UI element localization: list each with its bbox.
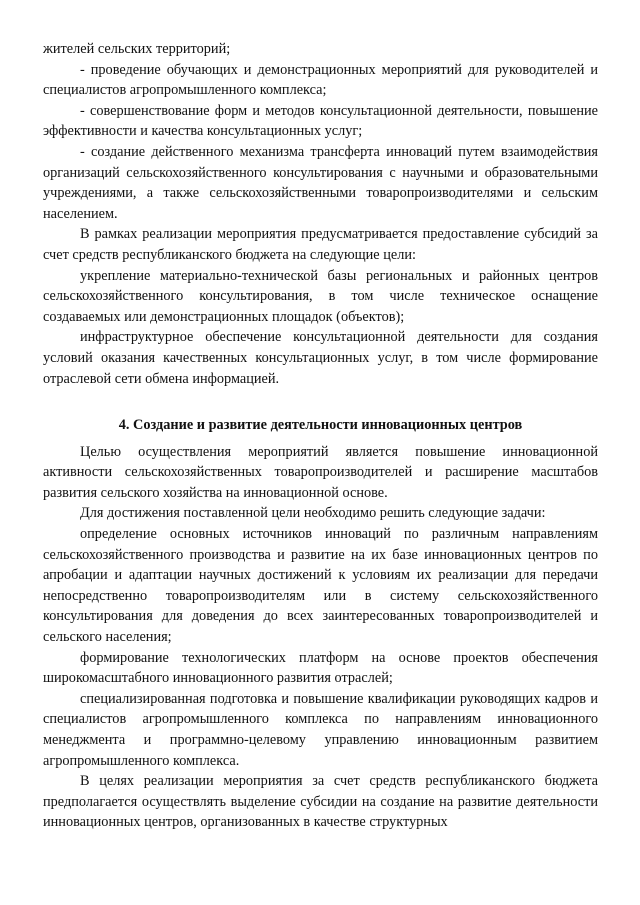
list-item-training-events: - проведение обучающих и демонстрационных мероприятий для руководителей и специалистов агропромышленного комплекса; [43,61,598,99]
list-item-innovation-transfer: - создание действенного механизма трансферта инноваций путем взаимодействия организаций сельскохозяйственного консультирования с научными и образовательными учреждениями, а также сельскохозяйственными товаропроизводителями и сельским населением. [43,143,598,222]
paragraph-material-base: укрепление материально-технической базы региональных и районных центров сельскохозяйственного консультирования, в том числе техническое оснащение создаваемых или демонстрационных площадок (объектов); [43,267,598,325]
paragraph-task-sources: определение основных источников инноваций по различным направлениям сельскохозяйственного производства и развитие на их базе инновационных центров по апробации и адаптации научных достижений к условиям их реализации для передачи непосредственно товаропроизводителям или в систему сельскохозяйственного консультирования для доведения до всех заинтересованных товаропроизводителей и сельского населения; [43,526,598,646]
document-page [43,39,598,833]
paragraph-infrastructure: инфраструктурное обеспечение консультационной деятельности для создания условий оказания качественных консультационных услуг, в том числе формирование отраслевой сети обмена информацией. [43,329,598,387]
paragraph-continuation: жителей сельских территорий; [43,41,231,57]
paragraph-subsidies-intro: В рамках реализации мероприятия предусматривается предоставление субсидий за счет средств республиканского бюджета на следующие цели: [43,226,598,263]
section-heading: 4. Создание и развитие деятельности инновационных центров [118,417,523,434]
paragraph-task-platforms: формирование технологических платформ на основе проектов обеспечения широкомасштабного инновационного развития отраслей; [43,649,598,687]
paragraph-task-training: специализированная подготовка и повышение квалификации руководящих кадров и специалистов агропромышленного комплекса по направлениям инновационного менеджмента и программно-целевому управлению инновационным развитием агропромышленного комплекса. [43,690,598,769]
paragraph-goal: Целью осуществления мероприятий является повышение инновационной активности сельскохозяйственных товаропроизводителей и расширение масштабов развития сельского хозяйства на инновационной основе. [43,443,598,501]
paragraph-tasks-intro: Для достижения поставленной цели необходимо решить следующие задачи: [80,505,546,522]
paragraph-subsidy-allocation: В целях реализации мероприятия за счет средств республиканского бюджета предполагается осуществлять выделение субсидии на создание на развитие деятельности инновационных центров, организованных в качестве структурных [43,773,598,831]
list-item-consulting-improvement: - совершенствование форм и методов консультационной деятельности, повышение эффективности и качества консультационных услуг; [43,102,598,140]
